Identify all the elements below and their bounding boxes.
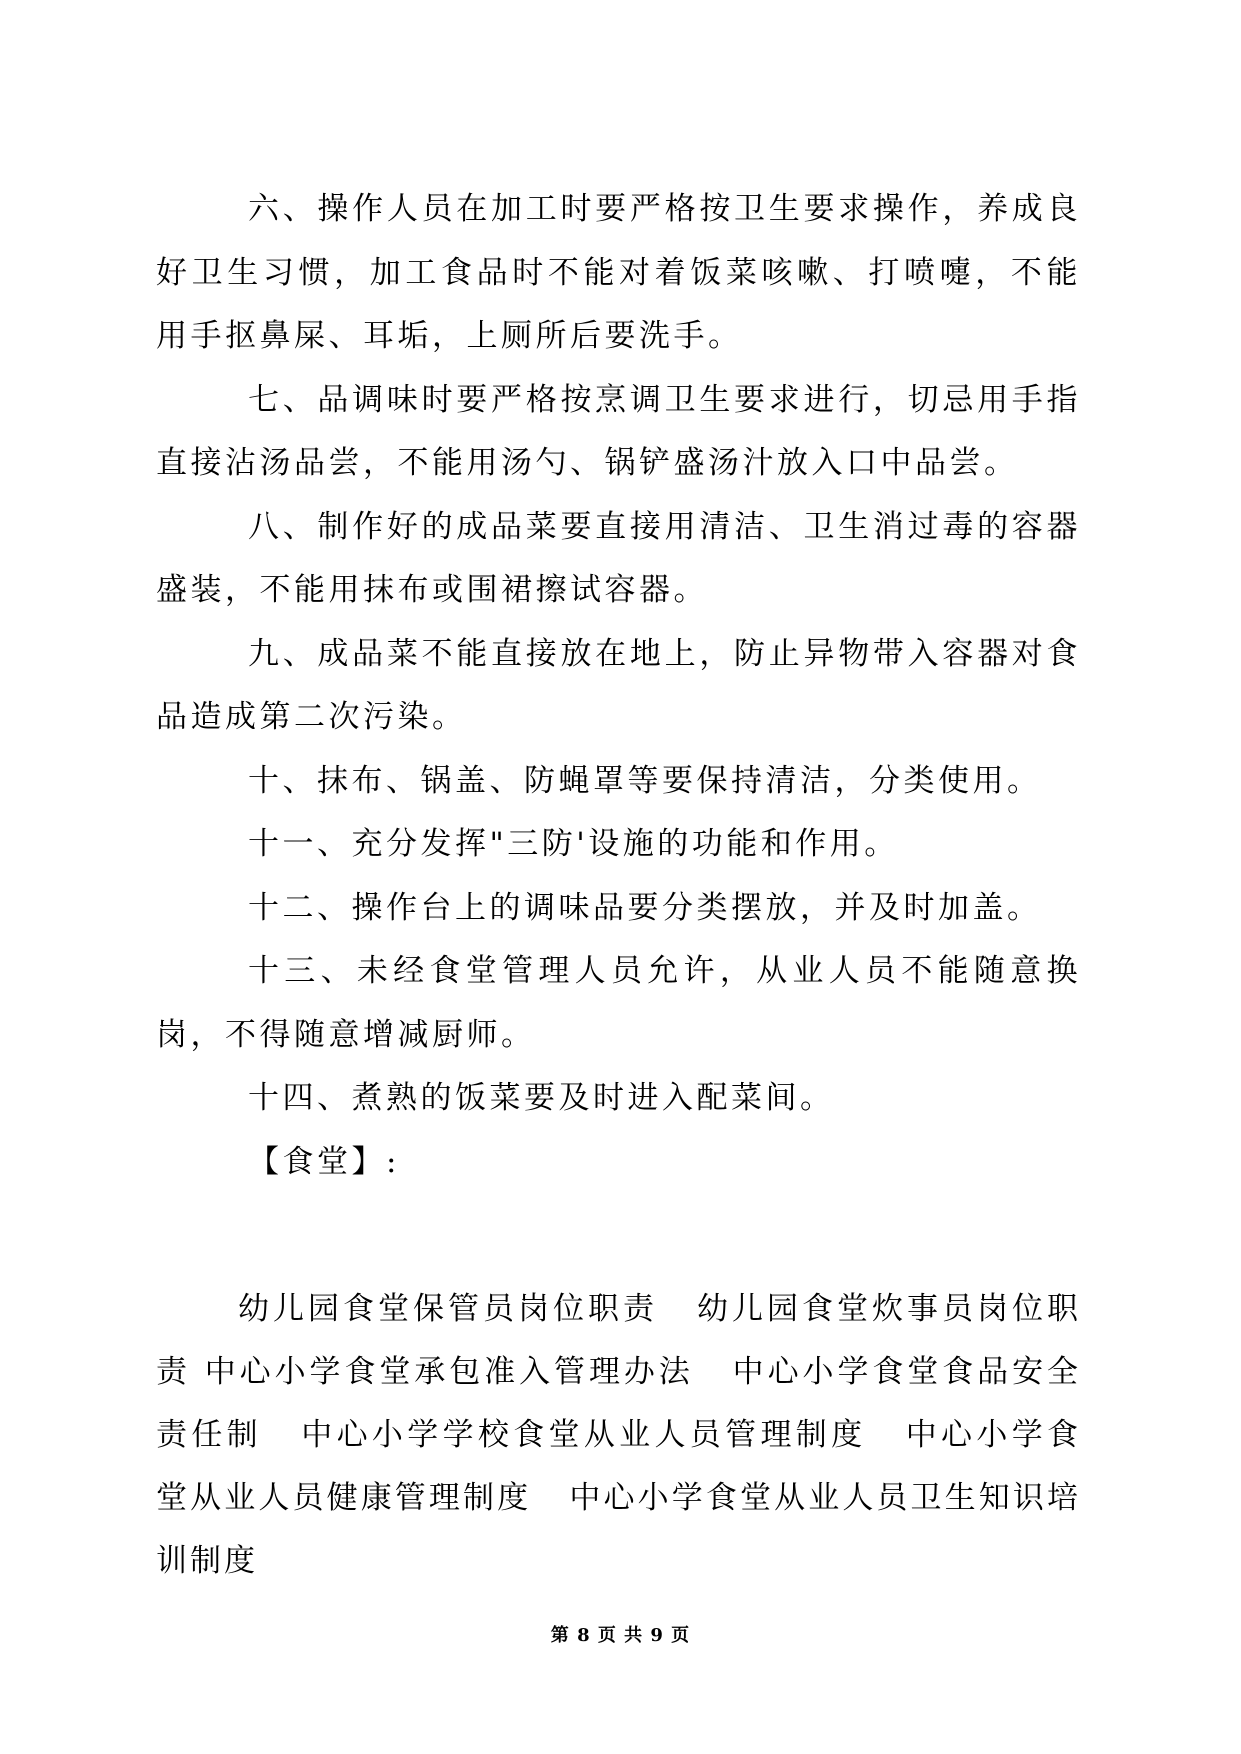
related-link[interactable]: 中心小学食堂从业人员卫生知识培训制度 (156, 1480, 1082, 1579)
paragraph-6: 六、操作人员在加工时要严格按卫生要求操作，养成良好卫生习惯，加工食品时不能对着饭菜咳嗽、打喷嚏，不能用手抠鼻屎、耳垢，上厕所后要洗手。 (156, 191, 1081, 354)
paragraph-12: 十二、操作台上的调味品要分类摆放，并及时加盖。 (248, 889, 1042, 926)
related-links (156, 1278, 1081, 1593)
related-link[interactable]: 中心小学食堂从业人员健康管理制度 (156, 1417, 1082, 1516)
body-text (156, 178, 1081, 1194)
paragraph-8: 八、制作好的成品菜要直接用清洁、卫生消过毒的容器盛装，不能用抹布或围裙擦试容器。 (156, 508, 1081, 608)
related-link[interactable]: 中心小学食堂承包准入管理办法 (204, 1354, 694, 1390)
page-footer (0, 1621, 1241, 1647)
related-link[interactable]: 中心小学学校食堂从业人员管理制度 (299, 1417, 867, 1453)
related-link[interactable]: 幼儿园食堂保管员岗位职责 (238, 1291, 658, 1327)
paragraph-7: 七、品调味时要严格按烹调卫生要求进行，切忌用手指直接沾汤品尝，不能用汤勺、锅铲盛汤汁放入口中品尝。 (156, 381, 1081, 481)
paragraph-11: 十一、充分发挥"三防'设施的功能和作用。 (248, 826, 899, 862)
paragraph-14: 十四、煮熟的饭菜要及时进入配菜间。 (248, 1080, 835, 1116)
related-link[interactable]: 中心小学食堂食品安全责任制 (156, 1354, 1082, 1453)
page-number: 第 8 页 共 9 页 (550, 1625, 691, 1646)
section-label: 【食堂】: (248, 1143, 400, 1180)
paragraph-9: 九、成品菜不能直接放在地上，防止异物带入容器对食品造成第二次污染。 (156, 635, 1081, 735)
related-link[interactable]: 幼儿园食堂炊事员岗位职责 (156, 1291, 1081, 1390)
paragraph-13: 十三、未经食堂管理人员允许，从业人员不能随意换岗，不得随意增减厨师。 (156, 953, 1081, 1053)
paragraph-10: 十、抹布、锅盖、防蝇罩等要保持清洁，分类使用。 (248, 762, 1042, 799)
